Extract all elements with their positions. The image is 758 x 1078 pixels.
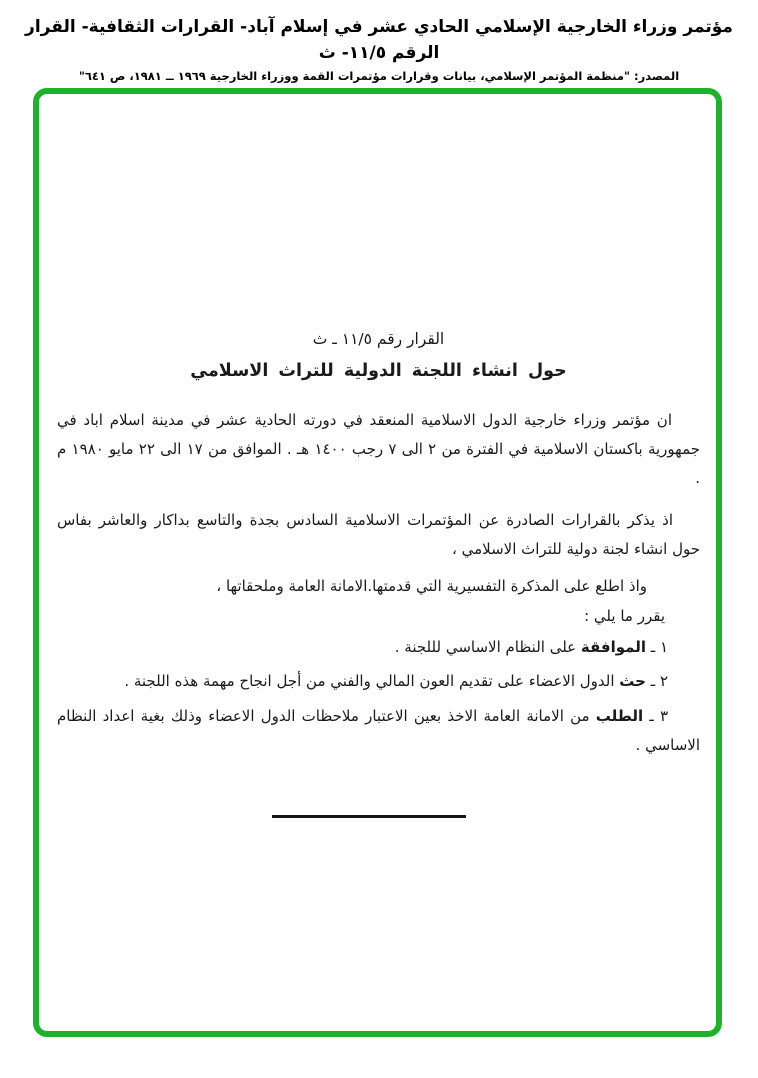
decides-label: يقرر ما يلي :: [584, 607, 665, 625]
item-1-number: ١ ـ: [646, 638, 668, 656]
preamble-paragraph-3: واذ اطلع على المذكرة التفسيرية التي قدمتها.الامانة العامة وملحقاتها ،: [216, 577, 647, 595]
document-header: [0, 14, 758, 84]
item-2-lead: حث: [619, 672, 646, 690]
resolution-item-2: [57, 667, 700, 696]
item-3-text: من الامانة العامة الاخذ بعين الاعتبار ملاحظات الدول الاعضاء وذلك بغية اعداد النظام الاساسي .: [57, 707, 700, 754]
item-2-number: ٢ ـ: [646, 672, 668, 690]
source-citation: المصدر: "منظمة المؤتمر الإسلامي، بيانات وقرارات مؤتمرات القمة ووزراء الخارجية ١٩٦٩ ــ ١٩٨١، ص ٦٤١": [78, 69, 680, 83]
item-2-text: الدول الاعضاء على تقديم العون المالي والفني من أجل انجاح مهمة هذه اللجنة .: [124, 672, 620, 690]
resolution-number: القرار رقم ١١/٥ ـ ث: [312, 330, 445, 348]
item-3-number: ٣ ـ: [643, 707, 668, 725]
conference-title: مؤتمر وزراء الخارجية الإسلامي الحادي عشر في إسلام آباد- القرارات الثقافية- القرار الرقم ١١/٥- ث: [25, 17, 733, 63]
resolution-item-1: [57, 633, 700, 662]
item-1-text: على النظام الاساسي لللجنة .: [394, 638, 581, 656]
preamble-paragraph-2: اذ يذكر بالقرارات الصادرة عن المؤتمرات الاسلامية السادس بجدة والتاسع بداكار والعاشر بفاس حول انشاء لجنة دولية للتراث الاسلامي ،: [57, 511, 700, 558]
divider-line: [272, 815, 466, 818]
resolution-item-3: [57, 702, 700, 760]
resolution-title: حول انشاء اللجنة الدولية للتراث الاسلامي: [190, 361, 567, 381]
document-body: [39, 94, 716, 1031]
green-document-frame: [33, 88, 722, 1037]
preamble-paragraph-1: ان مؤتمر وزراء خارجية الدول الاسلامية المنعقد في دورته الحادية عشر في مدينة اسلام اباد في جمهورية باكستان الاسلامية في الفترة من ٢ الى ٧ رجب ١٤٠٠ هـ . الموافق من ١٧ الى ٢٢ مايو ١٩٨٠ م .: [57, 411, 701, 487]
item-1-lead: الموافقة: [580, 638, 646, 656]
item-3-lead: الطلب: [595, 707, 644, 725]
